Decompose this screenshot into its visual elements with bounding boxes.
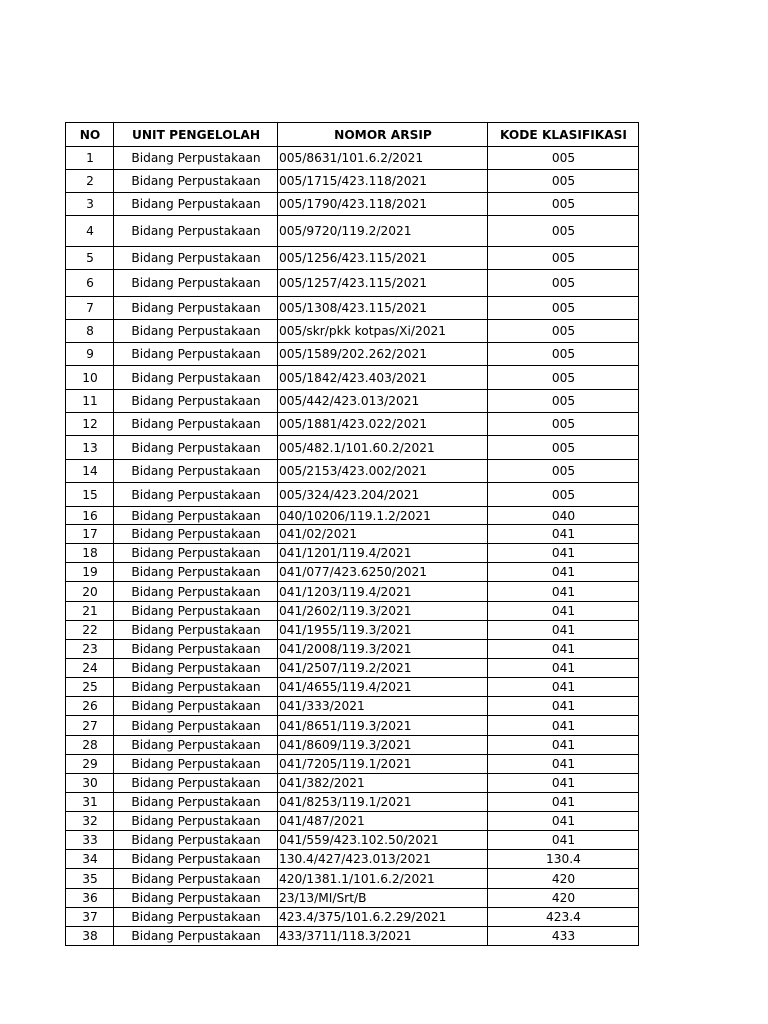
cell-kode-klasifikasi: 041 [488, 582, 639, 602]
cell-nomor-arsip: 005/skr/pkk kotpas/Xi/2021 [278, 320, 488, 343]
cell-unit: Bidang Perpustakaan [114, 247, 278, 270]
cell-nomor-arsip: 041/1201/119.4/2021 [278, 544, 488, 563]
cell-no: 31 [66, 793, 114, 812]
cell-kode-klasifikasi: 005 [488, 460, 639, 483]
cell-nomor-arsip: 041/559/423.102.50/2021 [278, 831, 488, 850]
table-row [66, 525, 639, 544]
table-row [66, 640, 639, 659]
cell-no: 32 [66, 812, 114, 831]
cell-no: 34 [66, 850, 114, 869]
table-row [66, 366, 639, 390]
cell-nomor-arsip: 433/3711/118.3/2021 [278, 927, 488, 946]
cell-unit: Bidang Perpustakaan [114, 507, 278, 525]
table-row [66, 774, 639, 793]
cell-kode-klasifikasi: 005 [488, 297, 639, 320]
cell-no: 12 [66, 413, 114, 436]
cell-unit: Bidang Perpustakaan [114, 889, 278, 908]
table-row [66, 755, 639, 774]
cell-nomor-arsip: 23/13/MI/Srt/B [278, 889, 488, 908]
cell-nomor-arsip: 041/382/2021 [278, 774, 488, 793]
cell-unit: Bidang Perpustakaan [114, 774, 278, 793]
cell-unit: Bidang Perpustakaan [114, 170, 278, 193]
table-row [66, 697, 639, 716]
table-row [66, 170, 639, 193]
cell-unit: Bidang Perpustakaan [114, 147, 278, 170]
cell-no: 6 [66, 270, 114, 297]
cell-unit: Bidang Perpustakaan [114, 436, 278, 460]
cell-nomor-arsip: 005/8631/101.6.2/2021 [278, 147, 488, 170]
cell-no: 23 [66, 640, 114, 659]
cell-kode-klasifikasi: 041 [488, 563, 639, 582]
table-row [66, 908, 639, 927]
cell-no: 36 [66, 889, 114, 908]
cell-no: 29 [66, 755, 114, 774]
cell-nomor-arsip: 005/1881/423.022/2021 [278, 413, 488, 436]
cell-no: 38 [66, 927, 114, 946]
table-row [66, 507, 639, 525]
cell-unit: Bidang Perpustakaan [114, 621, 278, 640]
cell-kode-klasifikasi: 040 [488, 507, 639, 525]
cell-no: 4 [66, 216, 114, 247]
cell-nomor-arsip: 005/1589/202.262/2021 [278, 343, 488, 366]
table-row [66, 483, 639, 507]
cell-nomor-arsip: 130.4/427/423.013/2021 [278, 850, 488, 869]
cell-unit: Bidang Perpustakaan [114, 216, 278, 247]
cell-unit: Bidang Perpustakaan [114, 270, 278, 297]
table-row [66, 869, 639, 889]
table-row [66, 147, 639, 170]
cell-nomor-arsip: 041/077/423.6250/2021 [278, 563, 488, 582]
cell-unit: Bidang Perpustakaan [114, 297, 278, 320]
cell-no: 28 [66, 736, 114, 755]
cell-nomor-arsip: 041/8609/119.3/2021 [278, 736, 488, 755]
cell-no: 15 [66, 483, 114, 507]
cell-kode-klasifikasi: 005 [488, 320, 639, 343]
cell-unit: Bidang Perpustakaan [114, 413, 278, 436]
cell-kode-klasifikasi: 005 [488, 270, 639, 297]
cell-nomor-arsip: 420/1381.1/101.6.2/2021 [278, 869, 488, 889]
cell-no: 35 [66, 869, 114, 889]
cell-unit: Bidang Perpustakaan [114, 320, 278, 343]
cell-unit: Bidang Perpustakaan [114, 602, 278, 621]
table-row [66, 544, 639, 563]
archive-table [65, 122, 639, 946]
cell-nomor-arsip: 041/1955/119.3/2021 [278, 621, 488, 640]
cell-nomor-arsip: 005/1256/423.115/2021 [278, 247, 488, 270]
cell-nomor-arsip: 005/1790/423.118/2021 [278, 193, 488, 216]
cell-nomor-arsip: 041/4655/119.4/2021 [278, 678, 488, 697]
table-row [66, 297, 639, 320]
cell-unit: Bidang Perpustakaan [114, 736, 278, 755]
cell-no: 22 [66, 621, 114, 640]
cell-no: 33 [66, 831, 114, 850]
cell-unit: Bidang Perpustakaan [114, 390, 278, 413]
cell-kode-klasifikasi: 005 [488, 193, 639, 216]
cell-no: 30 [66, 774, 114, 793]
cell-nomor-arsip: 005/482.1/101.60.2/2021 [278, 436, 488, 460]
header-unit: UNIT PENGELOLAH [114, 123, 278, 147]
cell-no: 37 [66, 908, 114, 927]
cell-nomor-arsip: 041/2008/119.3/2021 [278, 640, 488, 659]
cell-nomor-arsip: 041/8651/119.3/2021 [278, 716, 488, 736]
cell-kode-klasifikasi: 041 [488, 678, 639, 697]
cell-unit: Bidang Perpustakaan [114, 544, 278, 563]
cell-kode-klasifikasi: 041 [488, 640, 639, 659]
cell-nomor-arsip: 041/487/2021 [278, 812, 488, 831]
cell-no: 9 [66, 343, 114, 366]
cell-no: 3 [66, 193, 114, 216]
cell-kode-klasifikasi: 433 [488, 927, 639, 946]
table-row [66, 927, 639, 946]
cell-no: 8 [66, 320, 114, 343]
cell-kode-klasifikasi: 041 [488, 793, 639, 812]
cell-unit: Bidang Perpustakaan [114, 812, 278, 831]
cell-nomor-arsip: 041/2602/119.3/2021 [278, 602, 488, 621]
cell-no: 17 [66, 525, 114, 544]
cell-kode-klasifikasi: 041 [488, 602, 639, 621]
cell-kode-klasifikasi: 041 [488, 774, 639, 793]
cell-no: 5 [66, 247, 114, 270]
cell-no: 1 [66, 147, 114, 170]
cell-nomor-arsip: 041/2507/119.2/2021 [278, 659, 488, 678]
table-row [66, 716, 639, 736]
cell-nomor-arsip: 005/1257/423.115/2021 [278, 270, 488, 297]
cell-kode-klasifikasi: 041 [488, 736, 639, 755]
cell-unit: Bidang Perpustakaan [114, 525, 278, 544]
table-row [66, 602, 639, 621]
cell-nomor-arsip: 041/333/2021 [278, 697, 488, 716]
table-row [66, 343, 639, 366]
cell-unit: Bidang Perpustakaan [114, 193, 278, 216]
cell-unit: Bidang Perpustakaan [114, 908, 278, 927]
cell-no: 10 [66, 366, 114, 390]
table-row [66, 320, 639, 343]
cell-nomor-arsip: 005/442/423.013/2021 [278, 390, 488, 413]
cell-nomor-arsip: 041/7205/119.1/2021 [278, 755, 488, 774]
cell-kode-klasifikasi: 423.4 [488, 908, 639, 927]
table-row [66, 436, 639, 460]
cell-nomor-arsip: 423.4/375/101.6.2.29/2021 [278, 908, 488, 927]
cell-no: 16 [66, 507, 114, 525]
cell-kode-klasifikasi: 005 [488, 247, 639, 270]
cell-kode-klasifikasi: 005 [488, 390, 639, 413]
table-row [66, 831, 639, 850]
cell-kode-klasifikasi: 420 [488, 889, 639, 908]
header-no: NO [66, 123, 114, 147]
cell-unit: Bidang Perpustakaan [114, 366, 278, 390]
table-row [66, 582, 639, 602]
cell-unit: Bidang Perpustakaan [114, 793, 278, 812]
cell-kode-klasifikasi: 041 [488, 697, 639, 716]
cell-unit: Bidang Perpustakaan [114, 869, 278, 889]
cell-kode-klasifikasi: 041 [488, 544, 639, 563]
cell-no: 11 [66, 390, 114, 413]
cell-unit: Bidang Perpustakaan [114, 343, 278, 366]
cell-no: 2 [66, 170, 114, 193]
cell-unit: Bidang Perpustakaan [114, 483, 278, 507]
cell-nomor-arsip: 005/1308/423.115/2021 [278, 297, 488, 320]
cell-no: 14 [66, 460, 114, 483]
cell-unit: Bidang Perpustakaan [114, 850, 278, 869]
cell-unit: Bidang Perpustakaan [114, 678, 278, 697]
table-row [66, 563, 639, 582]
cell-kode-klasifikasi: 041 [488, 716, 639, 736]
cell-kode-klasifikasi: 005 [488, 483, 639, 507]
cell-unit: Bidang Perpustakaan [114, 659, 278, 678]
cell-nomor-arsip: 005/1715/423.118/2021 [278, 170, 488, 193]
cell-unit: Bidang Perpustakaan [114, 831, 278, 850]
cell-unit: Bidang Perpustakaan [114, 582, 278, 602]
cell-no: 13 [66, 436, 114, 460]
cell-nomor-arsip: 005/324/423.204/2021 [278, 483, 488, 507]
table-row [66, 889, 639, 908]
cell-kode-klasifikasi: 130.4 [488, 850, 639, 869]
header-nomor: NOMOR ARSIP [278, 123, 488, 147]
cell-nomor-arsip: 041/1203/119.4/2021 [278, 582, 488, 602]
cell-unit: Bidang Perpustakaan [114, 697, 278, 716]
cell-no: 26 [66, 697, 114, 716]
cell-unit: Bidang Perpustakaan [114, 460, 278, 483]
table-row [66, 659, 639, 678]
cell-kode-klasifikasi: 041 [488, 831, 639, 850]
table-row [66, 678, 639, 697]
cell-nomor-arsip: 005/1842/423.403/2021 [278, 366, 488, 390]
cell-nomor-arsip: 041/8253/119.1/2021 [278, 793, 488, 812]
cell-kode-klasifikasi: 005 [488, 413, 639, 436]
table-row [66, 460, 639, 483]
cell-no: 24 [66, 659, 114, 678]
cell-nomor-arsip: 005/2153/423.002/2021 [278, 460, 488, 483]
cell-kode-klasifikasi: 041 [488, 812, 639, 831]
cell-no: 25 [66, 678, 114, 697]
cell-nomor-arsip: 040/10206/119.1.2/2021 [278, 507, 488, 525]
cell-unit: Bidang Perpustakaan [114, 716, 278, 736]
header-row [66, 123, 639, 147]
cell-kode-klasifikasi: 005 [488, 170, 639, 193]
table-row [66, 390, 639, 413]
table-row [66, 270, 639, 297]
cell-kode-klasifikasi: 041 [488, 659, 639, 678]
cell-kode-klasifikasi: 005 [488, 216, 639, 247]
cell-kode-klasifikasi: 005 [488, 436, 639, 460]
table-row [66, 193, 639, 216]
cell-nomor-arsip: 041/02/2021 [278, 525, 488, 544]
cell-unit: Bidang Perpustakaan [114, 563, 278, 582]
cell-no: 19 [66, 563, 114, 582]
table-row [66, 216, 639, 247]
cell-no: 18 [66, 544, 114, 563]
cell-unit: Bidang Perpustakaan [114, 755, 278, 774]
table-row [66, 850, 639, 869]
table-row [66, 247, 639, 270]
header-kode: KODE KLASIFIKASI [488, 123, 639, 147]
cell-kode-klasifikasi: 041 [488, 525, 639, 544]
cell-unit: Bidang Perpustakaan [114, 640, 278, 659]
cell-no: 21 [66, 602, 114, 621]
cell-kode-klasifikasi: 005 [488, 366, 639, 390]
table-body [66, 147, 639, 946]
table-row [66, 413, 639, 436]
cell-kode-klasifikasi: 420 [488, 869, 639, 889]
cell-kode-klasifikasi: 005 [488, 343, 639, 366]
cell-unit: Bidang Perpustakaan [114, 927, 278, 946]
cell-kode-klasifikasi: 005 [488, 147, 639, 170]
table-row [66, 812, 639, 831]
table-row [66, 736, 639, 755]
cell-no: 27 [66, 716, 114, 736]
table-row [66, 621, 639, 640]
cell-nomor-arsip: 005/9720/119.2/2021 [278, 216, 488, 247]
cell-kode-klasifikasi: 041 [488, 621, 639, 640]
cell-kode-klasifikasi: 041 [488, 755, 639, 774]
cell-no: 7 [66, 297, 114, 320]
table-row [66, 793, 639, 812]
cell-no: 20 [66, 582, 114, 602]
